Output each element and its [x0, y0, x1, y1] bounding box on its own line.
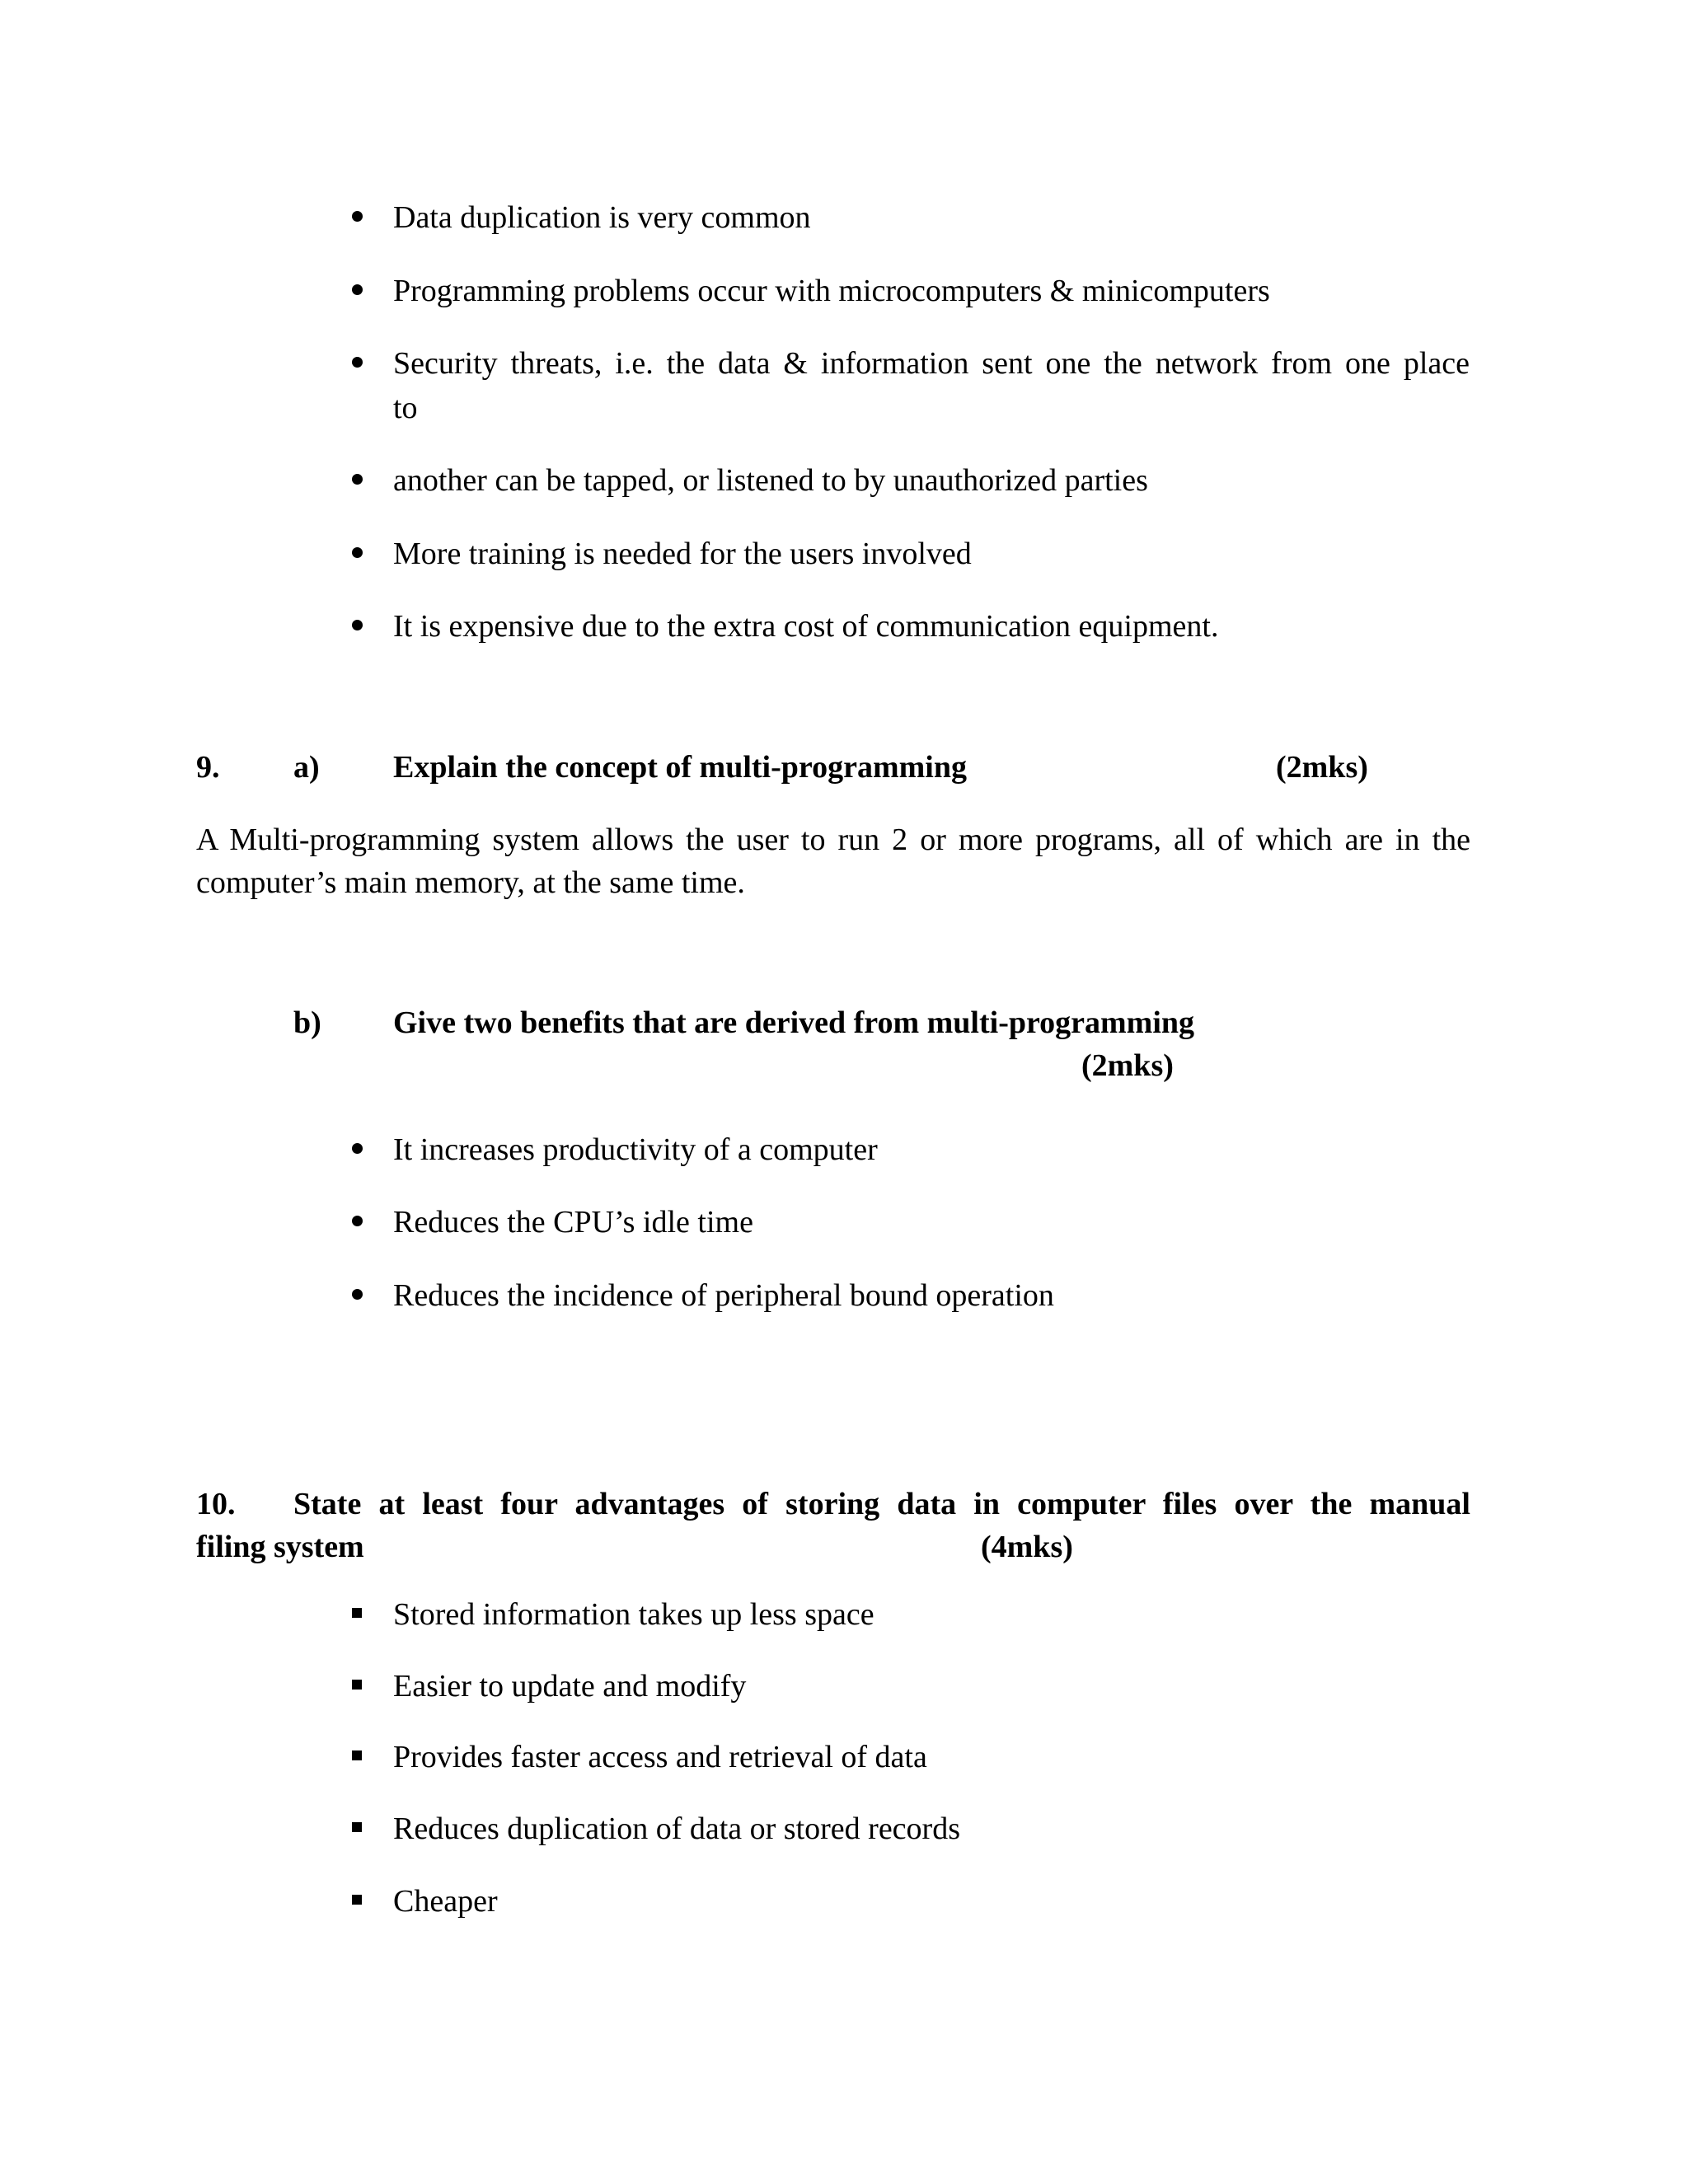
part-label: b): [293, 1005, 321, 1040]
list-item: Data duplication is very common: [393, 200, 811, 235]
bullet-square-icon: [346, 1602, 368, 1624]
marks-label: (4mks): [981, 1530, 1073, 1564]
question-text: State at least four advantages of storing data in computer files over the manual: [293, 1487, 1470, 1521]
bullet-dot-icon: [346, 614, 368, 635]
list-item: It is expensive due to the extra cost of communication equipment.: [393, 609, 1219, 644]
bullet-dot-icon: [346, 541, 368, 563]
bullet-dot-icon: [346, 1210, 368, 1231]
list-item: Easier to update and modify: [393, 1669, 747, 1704]
question-number: 10.: [196, 1487, 236, 1521]
marks-label: (2mks): [1276, 750, 1368, 785]
list-item: Reduces the CPU’s idle time: [393, 1205, 753, 1240]
bullet-square-icon: [346, 1889, 368, 1910]
bullet-dot-icon: [346, 351, 368, 373]
answer-paragraph-line: computer’s main memory, at the same time.: [196, 865, 745, 900]
question-text: Explain the concept of multi-programming: [393, 750, 967, 785]
bullet-dot-icon: [346, 468, 368, 490]
bullet-dot-icon: [346, 1137, 368, 1159]
list-item: Reduces the incidence of peripheral bound operation: [393, 1278, 1054, 1313]
bullet-dot-icon: [346, 205, 368, 227]
bullet-dot-icon: [346, 1283, 368, 1305]
question-text: Give two benefits that are derived from multi-programming: [393, 1005, 1195, 1040]
answer-paragraph-line: A Multi-programming system allows the user to run 2 or more programs, all of which are in the: [196, 823, 1470, 857]
bullet-square-icon: [346, 1674, 368, 1695]
list-item: Reduces duplication of data or stored records: [393, 1811, 960, 1846]
bullet-square-icon: [346, 1745, 368, 1766]
marks-label: (2mks): [1081, 1048, 1174, 1083]
list-item: Cheaper: [393, 1884, 498, 1919]
bullet-square-icon: [346, 1816, 368, 1838]
list-item: Stored information takes up less space: [393, 1597, 874, 1632]
question-text-continuation: filing system: [196, 1530, 364, 1564]
bullet-dot-icon: [346, 279, 368, 300]
list-item: Programming problems occur with microcomputers & minicomputers: [393, 274, 1270, 308]
part-label: a): [293, 750, 320, 785]
list-item: another can be tapped, or listened to by unauthorized parties: [393, 463, 1148, 498]
question-number: 9.: [196, 750, 220, 785]
list-item: More training is needed for the users involved: [393, 537, 972, 571]
list-item: Provides faster access and retrieval of data: [393, 1740, 927, 1774]
list-item: It increases productivity of a computer: [393, 1132, 878, 1167]
list-item-continuation: to: [393, 391, 418, 425]
list-item: Security threats, i.e. the data & information sent one the network from one place: [393, 346, 1470, 381]
